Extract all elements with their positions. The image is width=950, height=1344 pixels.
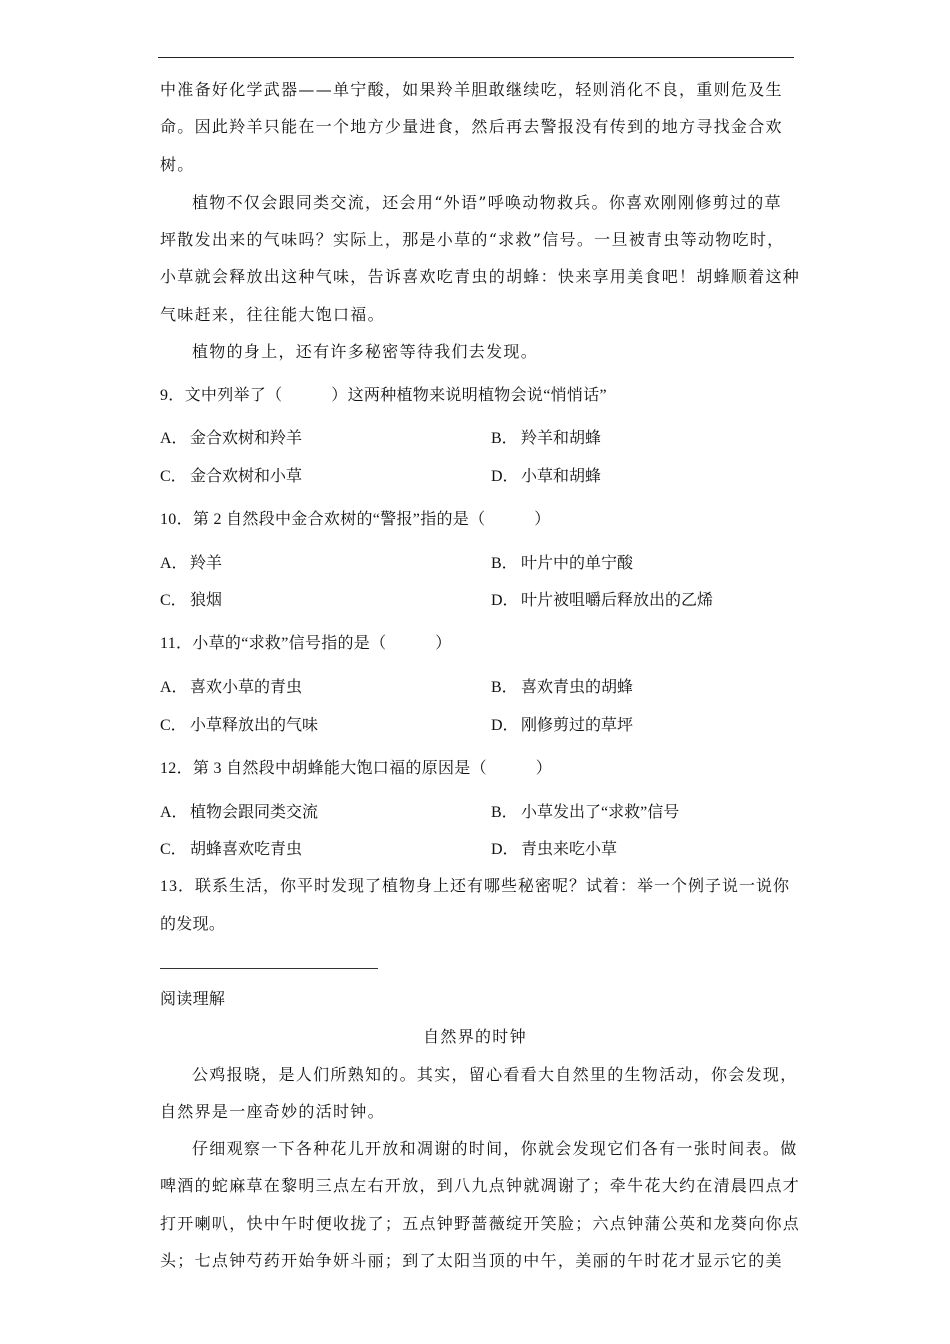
passage-line: 坪散发出来的气味吗？实际上，那是小草的“求救”信号。一旦被青虫等动物吃时， — [160, 230, 785, 249]
header-rule — [158, 57, 794, 58]
passage-line: 啤酒的蛇麻草在黎明三点左右开放，到八九点钟就凋谢了；牵牛花大约在清晨四点才 — [160, 1176, 801, 1195]
question-10-option-c[interactable]: C． 狼烟 — [160, 592, 223, 609]
section-heading: 阅读理解 — [160, 991, 226, 1008]
question-12-option-a[interactable]: A． 植物会跟同类交流 — [160, 804, 319, 821]
passage-line: 中准备好化学武器——单宁酸，如果羚羊胆敢继续吃，轻则消化不良，重则危及生 — [160, 80, 783, 99]
question-10-option-a[interactable]: A． 羚羊 — [160, 555, 223, 572]
question-9-option-c[interactable]: C． 金合欢树和小草 — [160, 468, 303, 485]
question-11-stem: 11．小草的“求救”信号指的是（ ） — [160, 635, 452, 652]
passage-title: 自然界的时钟 — [423, 1027, 527, 1046]
question-13-stem-cont: 的发现。 — [160, 916, 226, 933]
passage-line: 头；七点钟芍药开始争妍斗丽；到了太阳当顶的中午，美丽的午时花才显示它的美 — [160, 1251, 783, 1270]
question-10-option-d[interactable]: D． 叶片被咀嚼后释放出的乙烯 — [491, 592, 714, 609]
question-11-option-a[interactable]: A． 喜欢小草的青虫 — [160, 679, 303, 696]
passage-line: 公鸡报晓，是人们所熟知的。其实，留心看看大自然里的生物活动，你会发现， — [192, 1065, 798, 1084]
passage-line: 自然界是一座奇妙的活时钟。 — [160, 1102, 385, 1121]
question-9-option-b[interactable]: B． 羚羊和胡蜂 — [491, 430, 602, 447]
passage-line: 植物的身上，还有许多秘密等待我们去发现。 — [192, 342, 539, 361]
passage-line: 仔细观察一下各种花儿开放和凋谢的时间，你就会发现它们各有一张时间表。做 — [192, 1139, 798, 1158]
question-11-option-b[interactable]: B． 喜欢青虫的胡蜂 — [491, 679, 634, 696]
answer-line[interactable] — [160, 968, 378, 969]
passage-line: 树。 — [160, 155, 195, 174]
question-9-stem: 9．文中列举了（ ）这两种植物来说明植物会说“悄悄话” — [160, 387, 607, 404]
passage-line: 气味赶来，往往能大饱口福。 — [160, 305, 385, 324]
question-12-option-d[interactable]: D． 青虫来吃小草 — [491, 841, 618, 858]
question-12-option-c[interactable]: C． 胡蜂喜欢吃青虫 — [160, 841, 303, 858]
question-12-stem: 12．第 3 自然段中胡蜂能大饱口福的原因是（ ） — [160, 760, 553, 777]
question-9-option-d[interactable]: D． 小草和胡蜂 — [491, 468, 602, 485]
question-13-stem: 13．联系生活，你平时发现了植物身上还有哪些秘密呢？试着：举一个例子说一说你 — [160, 878, 791, 895]
question-10-option-b[interactable]: B． 叶片中的单宁酸 — [491, 555, 634, 572]
passage-line: 打开喇叭，快中午时便收拢了；五点钟野蔷薇绽开笑脸；六点钟蒲公英和龙葵向你点 — [160, 1214, 801, 1233]
question-9-option-a[interactable]: A． 金合欢树和羚羊 — [160, 430, 303, 447]
question-11-option-c[interactable]: C． 小草释放出的气味 — [160, 717, 319, 734]
question-10-stem: 10．第 2 自然段中金合欢树的“警报”指的是（ ） — [160, 511, 551, 528]
question-12-option-b[interactable]: B． 小草发出了“求救”信号 — [491, 804, 680, 821]
passage-line: 命。因此羚羊只能在一个地方少量进食，然后再去警报没有传到的地方寻找金合欢 — [160, 117, 783, 136]
passage-line: 小草就会释放出这种气味，告诉喜欢吃青虫的胡蜂：快来享用美食吧！胡蜂顺着这种 — [160, 267, 801, 286]
question-11-option-d[interactable]: D． 刚修剪过的草坪 — [491, 717, 634, 734]
passage-line: 植物不仅会跟同类交流，还会用“外语”呼唤动物救兵。你喜欢刚刚修剪过的草 — [192, 193, 782, 212]
